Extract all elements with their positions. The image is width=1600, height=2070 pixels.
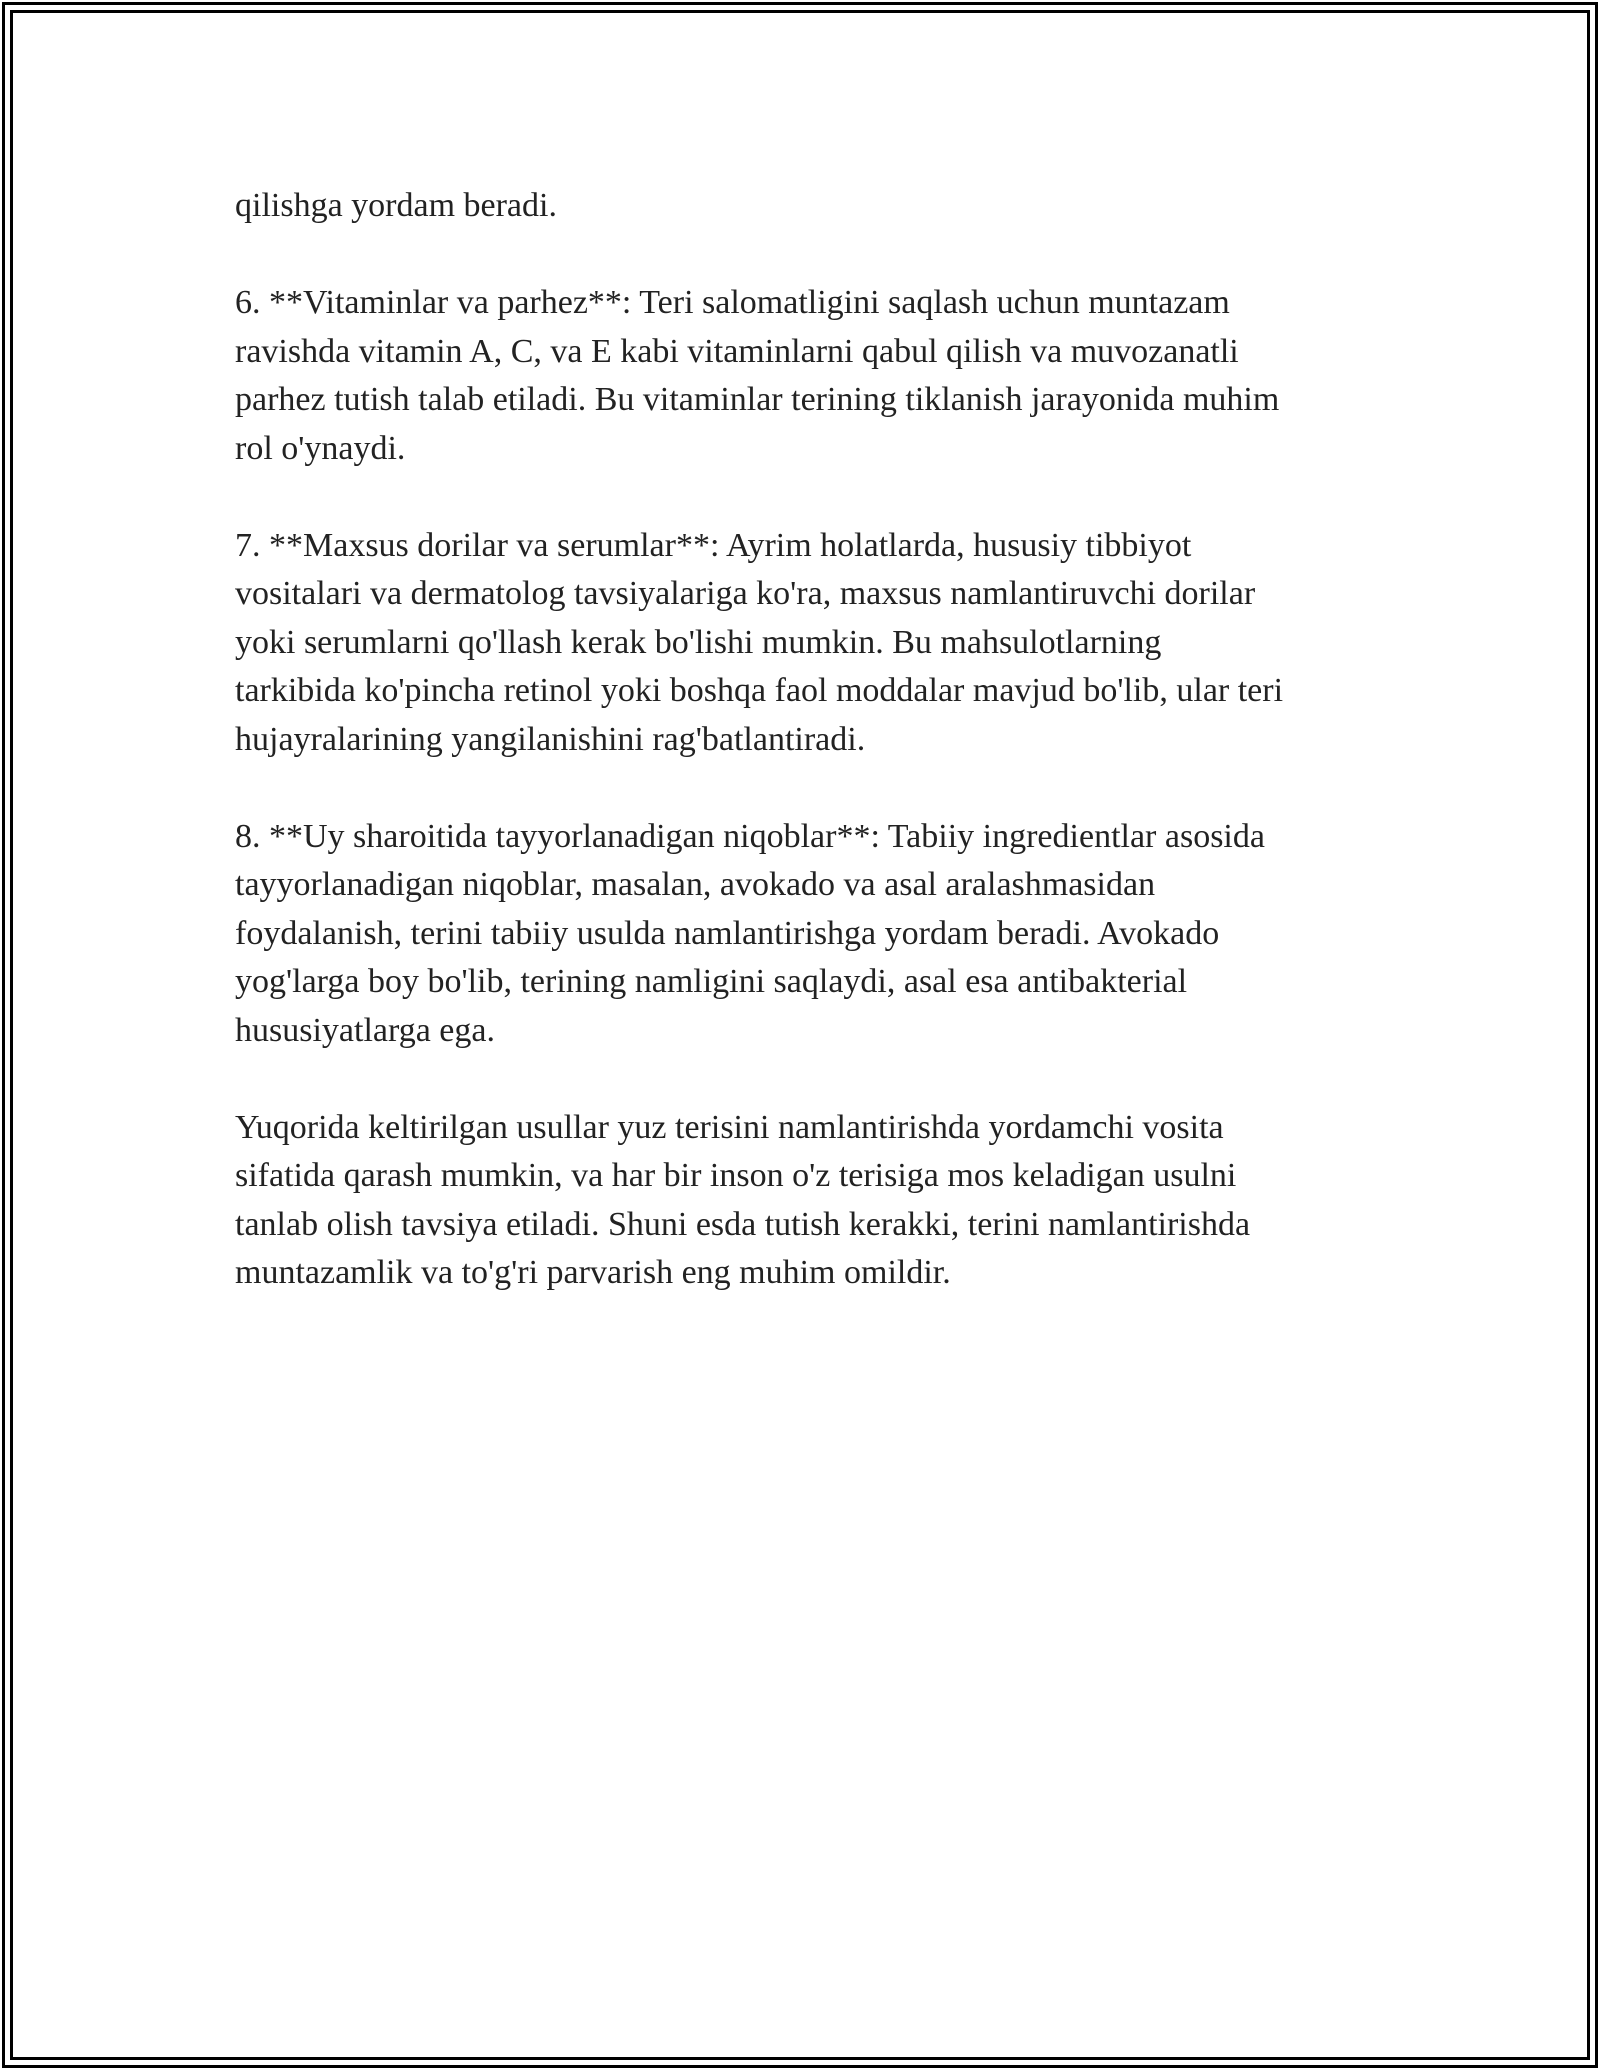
- text-line: hususiyatlarga ega.: [235, 1011, 495, 1049]
- text-line: foydalanish, terini tabiiy usulda namlantirishga yordam beradi. Avokado: [235, 914, 1220, 952]
- text-line: muntazamlik va to'g'ri parvarish eng muhim omildir.: [235, 1254, 951, 1291]
- paragraph-conclusion: [235, 1104, 1385, 1298]
- text-line: 6. **Vitaminlar va parhez**: Teri salomatligini saqlash uchun muntazam: [235, 284, 1230, 321]
- document-body: [235, 182, 1385, 1346]
- text-line: qilishga yordam beradi.: [235, 187, 557, 224]
- paragraph-item-7: [235, 522, 1385, 765]
- text-line: tayyorlanadigan niqoblar, masalan, avokado va asal aralashmasidan: [235, 866, 1156, 903]
- text-line: ravishda vitamin A, C, va E kabi vitaminlarni qabul qilish va muvozanatli: [235, 332, 1239, 370]
- text-line: sifatida qarash mumkin, va har bir inson o'z terisiga mos keladigan usulni: [235, 1157, 1237, 1194]
- paragraph-item-6: [235, 279, 1385, 473]
- text-line: yoki serumlarni qo'llash kerak bo'lishi mumkin. Bu mahsulotlarning: [235, 623, 1162, 661]
- text-line: rol o'ynaydi.: [235, 429, 406, 467]
- text-line: hujayralarining yangilanishini rag'batlantiradi.: [235, 720, 866, 758]
- paragraph-item-8: [235, 813, 1385, 1056]
- text-line: parhez tutish talab etiladi. Bu vitaminlar terining tiklanish jarayonida muhim: [235, 381, 1280, 418]
- text-line: Yuqorida keltirilgan usullar yuz terisini namlantirishda yordamchi vosita: [235, 1108, 1224, 1146]
- text-line: yog'larga boy bo'lib, terining namligini saqlaydi, asal esa antibakterial: [235, 963, 1188, 1000]
- paragraph-intro-continuation: [235, 182, 1385, 231]
- text-line: vositalari va dermatolog tavsiyalariga ko'ra, maxsus namlantiruvchi dorilar: [235, 575, 1256, 612]
- text-line: 7. **Maxsus dorilar va serumlar**: Ayrim holatlarda, hususiy tibbiyot: [235, 526, 1192, 564]
- text-line: tarkibida ko'pincha retinol yoki boshqa faol moddalar mavjud bo'lib, ular teri: [235, 672, 1284, 709]
- text-line: tanlab olish tavsiya etiladi. Shuni esda tutish kerakki, terini namlantirishda: [235, 1205, 1251, 1243]
- text-line: 8. **Uy sharoitida tayyorlanadigan niqoblar**: Tabiiy ingredientlar asosida: [235, 817, 1265, 855]
